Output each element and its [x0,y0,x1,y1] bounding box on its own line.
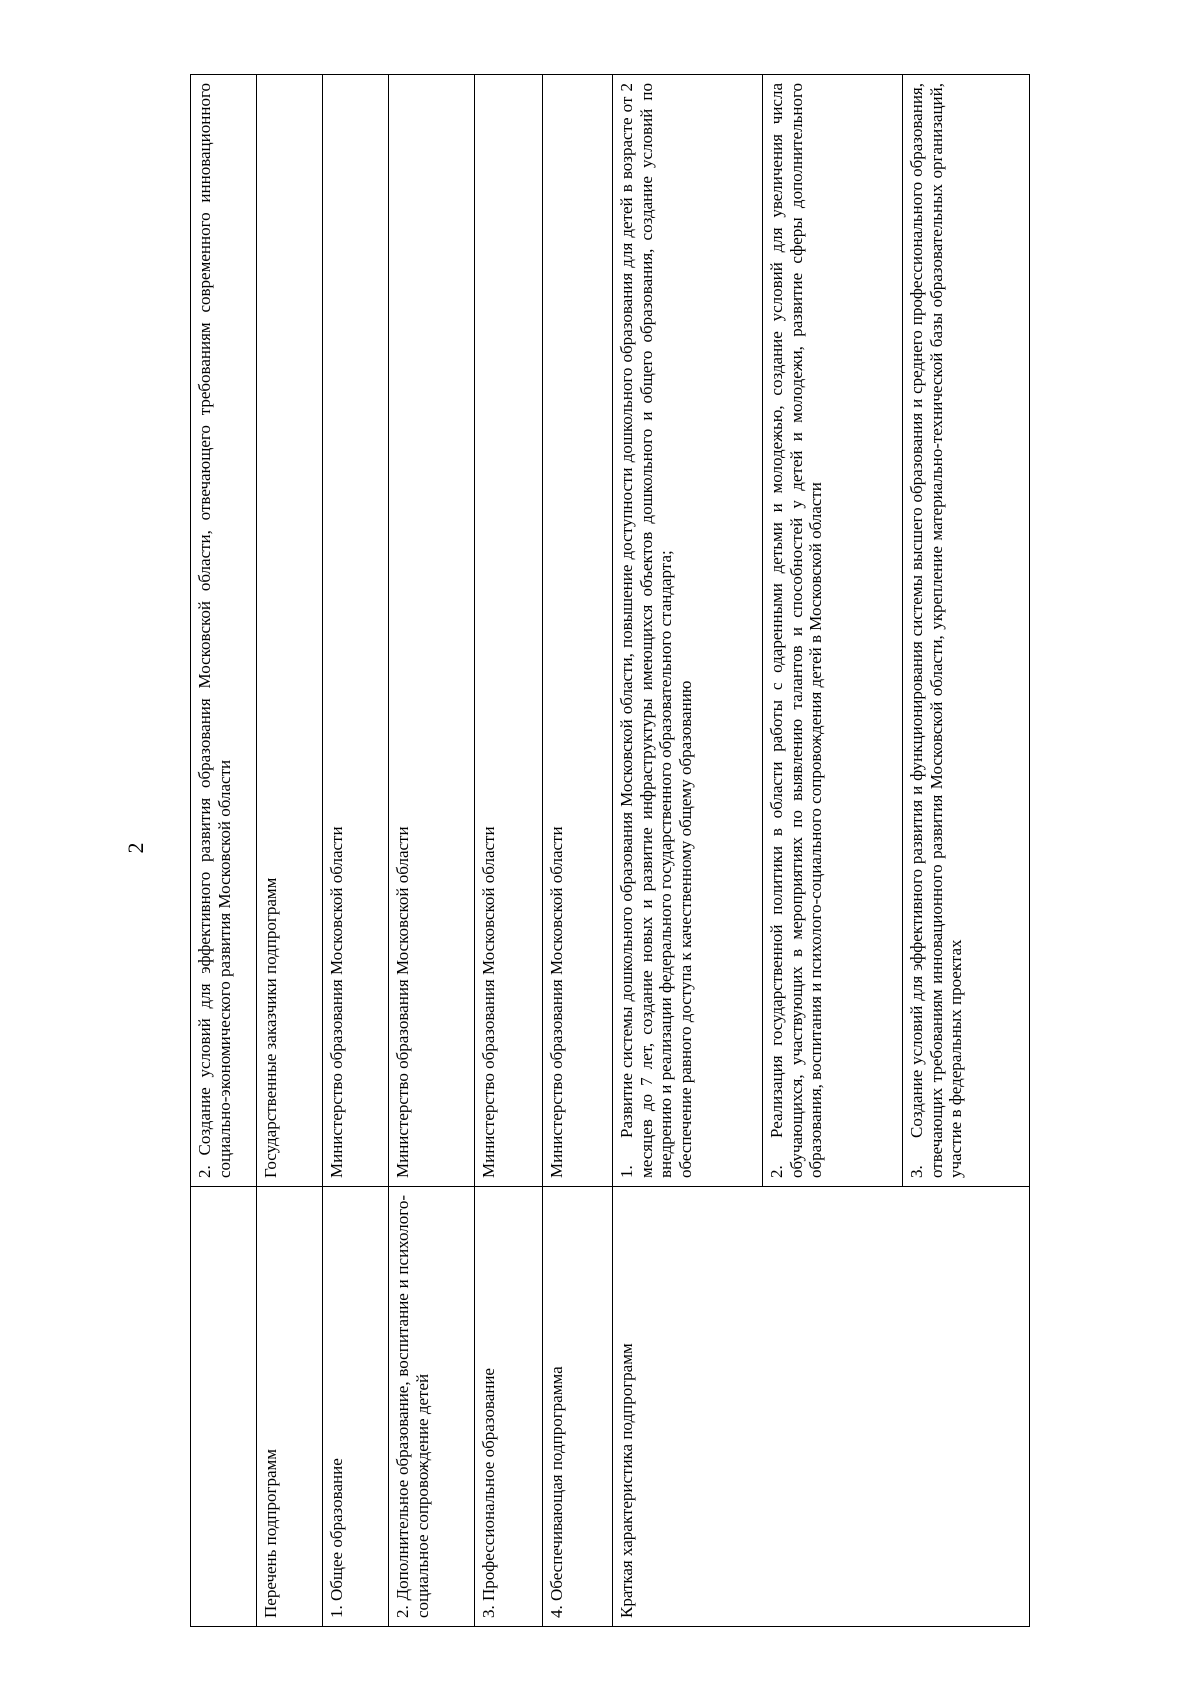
table-row [323,75,389,1627]
row-value: Министерство образования Московской области [323,75,389,1187]
item-number: 1. [617,1165,636,1178]
table-row [389,75,475,1627]
row-value: Государственные заказчики подпрограмм [257,75,323,1187]
summary-item-text2: обеспечение равного доступа к качественному общему образованию [675,680,695,1178]
table-row [475,75,543,1627]
row-label: 3. Профессиональное образование [475,1187,543,1627]
row-value: Министерство образования Московской области [543,75,613,1187]
item-text: Создание условий для эффективного развития и функционирования системы высшего образования и среднего профессионального образования, отвечающих требованиям инновационного развития Московской области, укрепление материально-технической базы образовательных организаций, участие в федеральных проектах [907,83,965,1178]
table-row [543,75,613,1627]
row-label: 4. Обеспечивающая подпрограмма [543,1187,613,1627]
summary-item-text [617,83,676,1178]
row-value: Министерство образования Московской области [475,75,543,1187]
table-row [613,75,763,1627]
summary-label: Краткая характеристика подпрограмм [613,1187,1030,1627]
summary-item [763,75,903,1187]
summary-item [613,75,763,1187]
table-row [191,75,257,1627]
summary-item-text [767,83,826,1178]
row-value: Министерство образования Московской области [389,75,475,1187]
table-row [257,75,323,1627]
item-text: Развитие системы дошкольного образования Московской области, повышение доступности дошкольного образования для детей в возрасте от 2 месяцев до 7 лет, создание новых и развитие инфраструктуры имеющихся объектов дошкольного и общего образования, создание условий по внедрению и реализации федерального государственного образовательного стандарта; [617,83,675,1178]
item-text: Реализация государственной политики в области работы с одаренными детьми и молодежью, создание условий для увеличения числа обучающихся, участвующих в мероприятиях по выявлению талантов и способностей у детей и молодежи, развитие сферы дополнительного образования, воспитания и психолого-социального сопровождения детей в Московской области [767,83,825,1178]
summary-item [903,75,1030,1187]
row-label [191,1187,257,1627]
item-number: 2. [767,1165,786,1178]
item-number: 3. [907,1165,926,1178]
row-label: 2. Дополнительное образование, воспитание и психолого-социальное сопровождение детей [389,1187,475,1627]
row-label: 1. Общее образование [323,1187,389,1627]
goal-text: 2. Создание условий для эффективного развития образования Московской области, отвечающего требованиям современного инновационного социально-экономического развития Московской области [195,83,234,1178]
table-rotator [190,74,1030,1627]
program-passport-table [190,74,1030,1627]
summary-item-text [907,83,966,1178]
table-container [190,74,1030,1627]
row-label: Перечень подпрограмм [257,1187,323,1627]
row-value [191,75,257,1187]
page-number: 2 [123,842,148,854]
